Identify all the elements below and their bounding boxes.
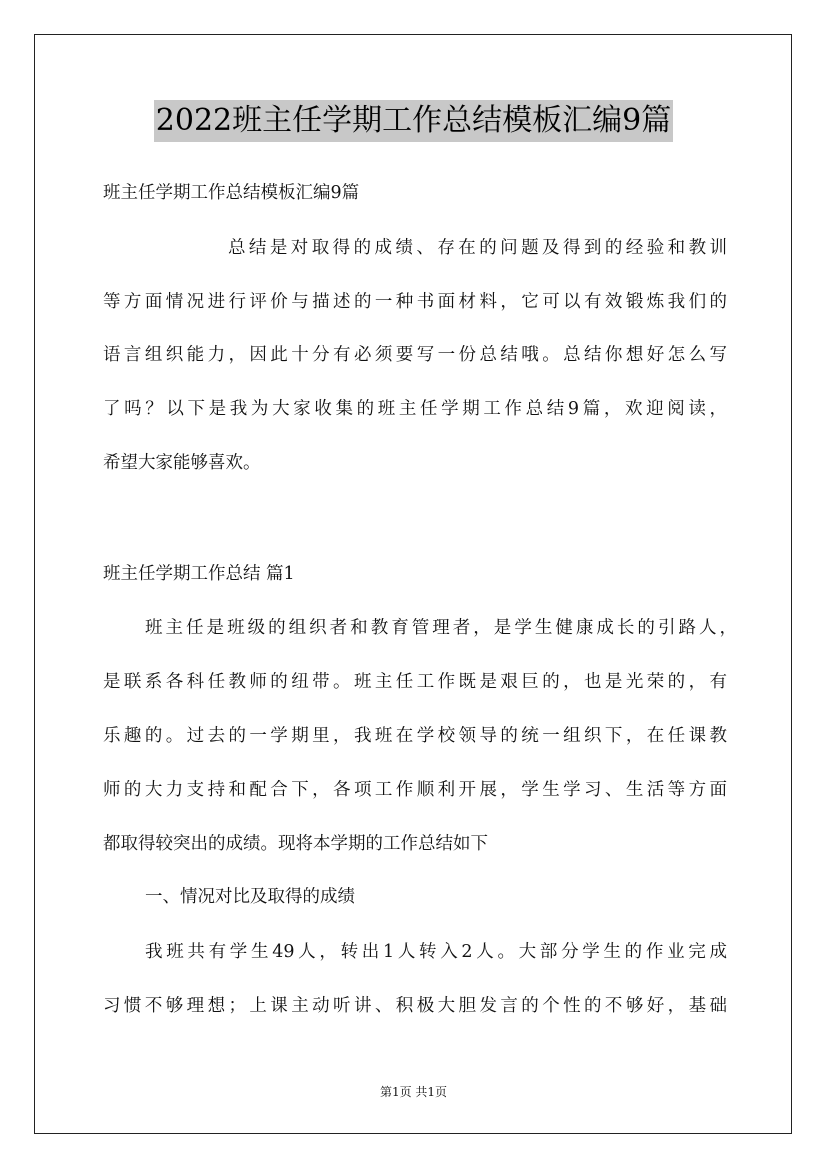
subtitle-line: 班主任学期工作总结模板汇编9篇 (103, 183, 360, 203)
paragraph-line: 班主任是班级的组织者和教育管理者，是学生健康成长的引路人， (145, 618, 737, 638)
paragraph-line: 习惯不够理想；上课主动听讲、积极大胆发言的个性的不够好，基础 (103, 996, 727, 1016)
paragraph-line: 是联系各科任教师的纽带。班主任工作既是艰巨的，也是光荣的，有 (103, 672, 727, 692)
paragraph-line: 都取得较突出的成绩。现将本学期的工作总结如下 (103, 834, 488, 854)
paragraph-line: 师的大力支持和配合下，各项工作顺利开展，学生学习、生活等方面 (103, 780, 727, 800)
section-heading: 班主任学期工作总结 篇1 (103, 564, 295, 584)
paragraph-line: 总结是对取得的成绩、存在的问题及得到的经验和教训 (228, 238, 727, 258)
paragraph-line: 希望大家能够喜欢。 (103, 453, 261, 473)
paragraph-line: 了吗？以下是我为大家收集的班主任学期工作总结9篇，欢迎阅读， (103, 399, 727, 419)
paragraph-line: 语言组织能力，因此十分有必须要写一份总结哦。总结你想好怎么写 (103, 345, 727, 365)
paragraph-line: 等方面情况进行评价与描述的一种书面材料，它可以有效锻炼我们的 (103, 292, 727, 312)
document-title: 2022班主任学期工作总结模板汇编9篇 (154, 100, 673, 142)
paragraph-line: 乐趣的。过去的一学期里，我班在学校领导的统一组织下，在任课教 (103, 726, 727, 746)
paragraph-line: 我班共有学生49人，转出1人转入2人。大部分学生的作业完成 (145, 942, 727, 962)
title-container (0, 100, 827, 142)
page-footer: 第1页 共1页 (379, 1085, 448, 1099)
subsection-heading: 一、情况对比及取得的成绩 (145, 887, 355, 907)
